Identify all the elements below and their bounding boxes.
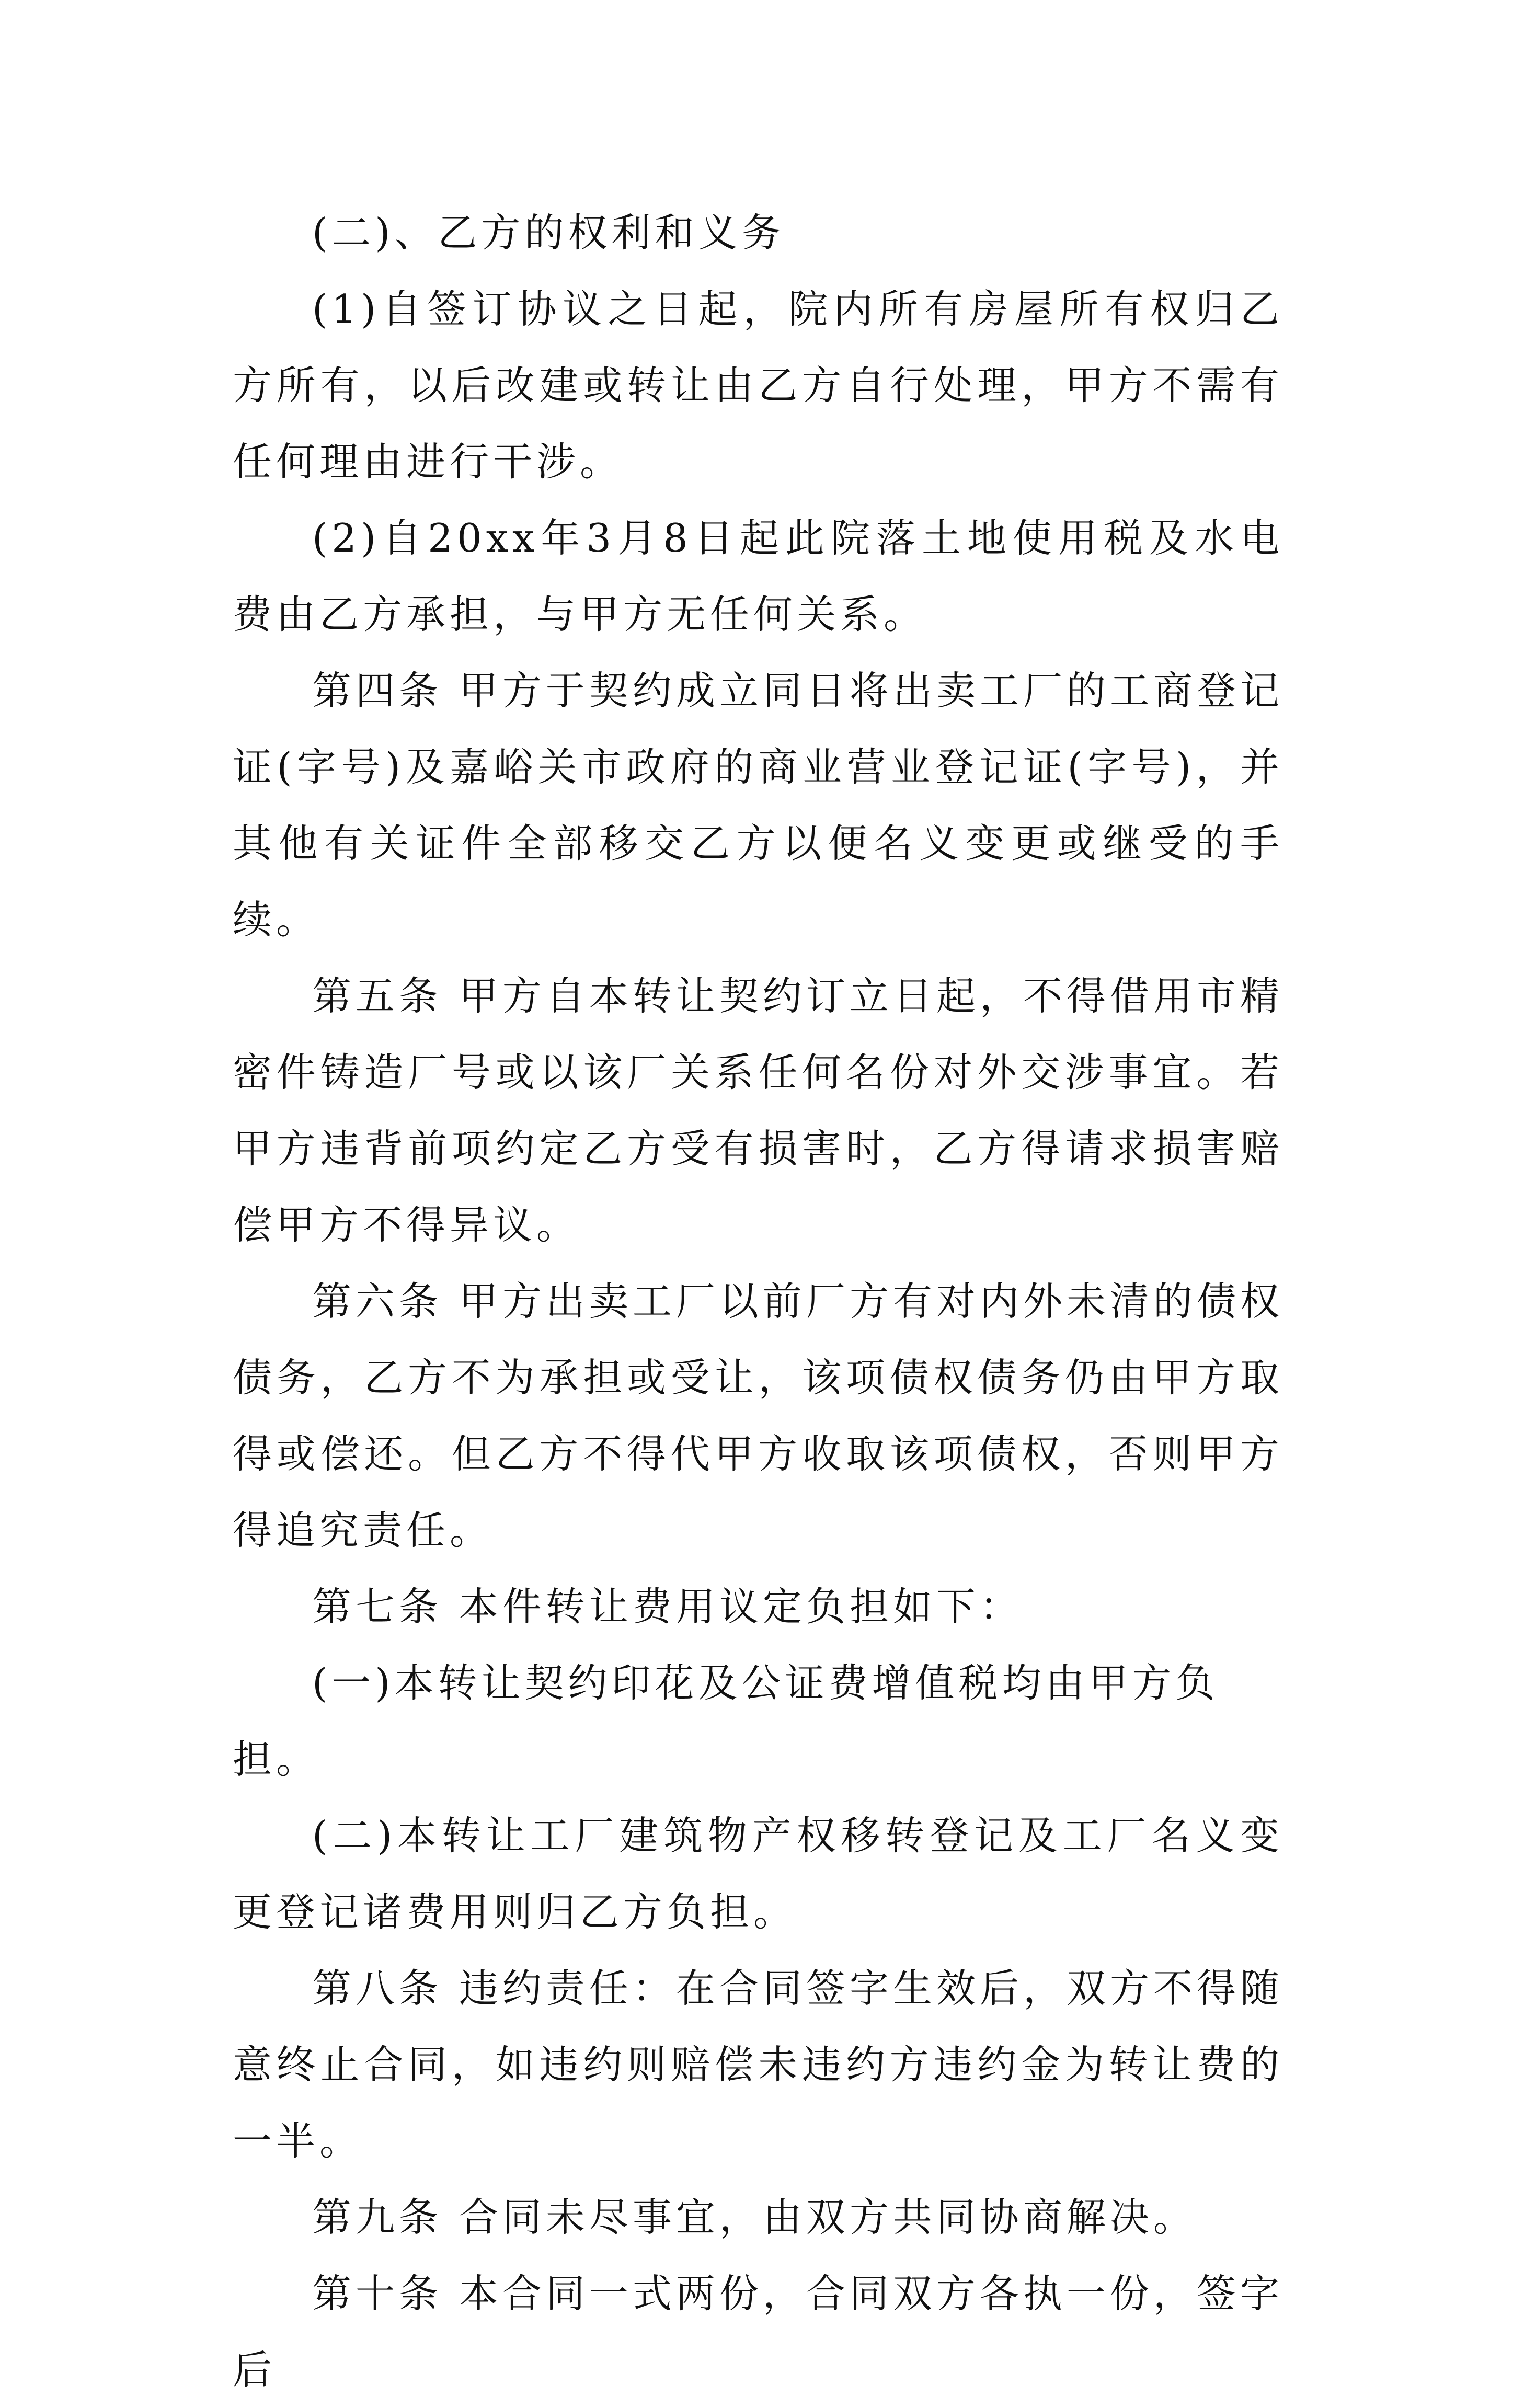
- article-10: 第十条 本合同一式两份，合同双方各执一份，签字后: [233, 2271, 1283, 2393]
- clause-1-ownership: (1)自签订协议之日起，院内所有房屋所有权归乙方所有，以后改建或转让由乙方自行处理，甲方不需有任何理由进行干涉。: [233, 286, 1283, 485]
- article-4: 第四条 甲方于契约成立同日将出卖工厂的工商登记证(字号)及嘉峪关市政府的商业营业登记证(字号)，并其他有关证件全部移交乙方以便名义变更或继受的手续。: [233, 668, 1283, 943]
- article-5: 第五条 甲方自本转让契约订立日起，不得借用市精密件铸造厂号或以该厂关系任何名份对外交涉事宜。若甲方违背前项约定乙方受有损害时，乙方得请求损害赔偿甲方不得异议。: [233, 973, 1283, 1248]
- section-heading-party-b-rights: (二)、乙方的权利和义务: [312, 210, 785, 256]
- article-7-item-1: (一)本转让契约印花及公证费增值税均由甲方负担。: [233, 1660, 1219, 1782]
- article-7-item-2: (二)本转让工厂建筑物产权移转登记及工厂名义变更登记诸费用则归乙方负担。: [233, 1813, 1283, 1935]
- document-body: [233, 194, 1283, 2408]
- article-7: 第七条 本件转让费用议定负担如下：: [312, 1584, 1023, 1630]
- clause-2-land-tax: (2)自20xx年3月8日起此院落土地使用税及水电费由乙方承担，与甲方无任何关系。: [233, 515, 1283, 637]
- article-6: 第六条 甲方出卖工厂以前厂方有对内外未清的债权债务，乙方不为承担或受让，该项债权债务仍由甲方取得或偿还。但乙方不得代甲方收取该项债权，否则甲方得追究责任。: [233, 1278, 1283, 1553]
- article-9: 第九条 合同未尽事宜，由双方共同协商解决。: [312, 2194, 1197, 2240]
- article-8: 第八条 违约责任：在合同签字生效后，双方不得随意终止合同，如违约则赔偿未违约方违约金为转让费的一半。: [233, 1965, 1283, 2164]
